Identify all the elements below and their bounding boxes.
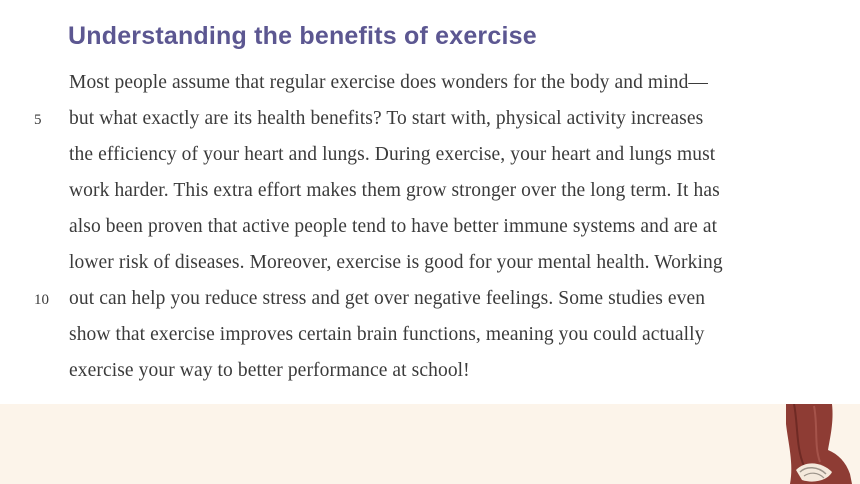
- passage-line-5: also been proven that active people tend to have better immune systems and are at: [69, 216, 718, 237]
- line-number-5: 5: [34, 112, 42, 128]
- passage-line-1: Most people assume that regular exercise does wonders for the body and mind—: [69, 72, 709, 93]
- passage-line-7: out can help you reduce stress and get over negative feelings. Some studies even: [69, 288, 706, 309]
- passage-line-9: exercise your way to better performance at school!: [69, 360, 470, 381]
- line-number-10: 10: [34, 292, 49, 308]
- footer-band: [0, 404, 860, 484]
- passage-line-2: but what exactly are its health benefits? To start with, physical activity increases: [69, 108, 704, 129]
- passage-line-8: show that exercise improves certain brain functions, meaning you could actually: [69, 324, 705, 345]
- passage-line-4: work harder. This extra effort makes them grow stronger over the long term. It has: [69, 180, 720, 201]
- passage-line-6: lower risk of diseases. Moreover, exercise is good for your mental health. Working: [69, 252, 723, 273]
- horse-mascot-icon: [784, 404, 860, 484]
- passage-title: Understanding the benefits of exercise: [68, 22, 537, 50]
- passage-line-3: the efficiency of your heart and lungs. During exercise, your heart and lungs must: [69, 144, 716, 165]
